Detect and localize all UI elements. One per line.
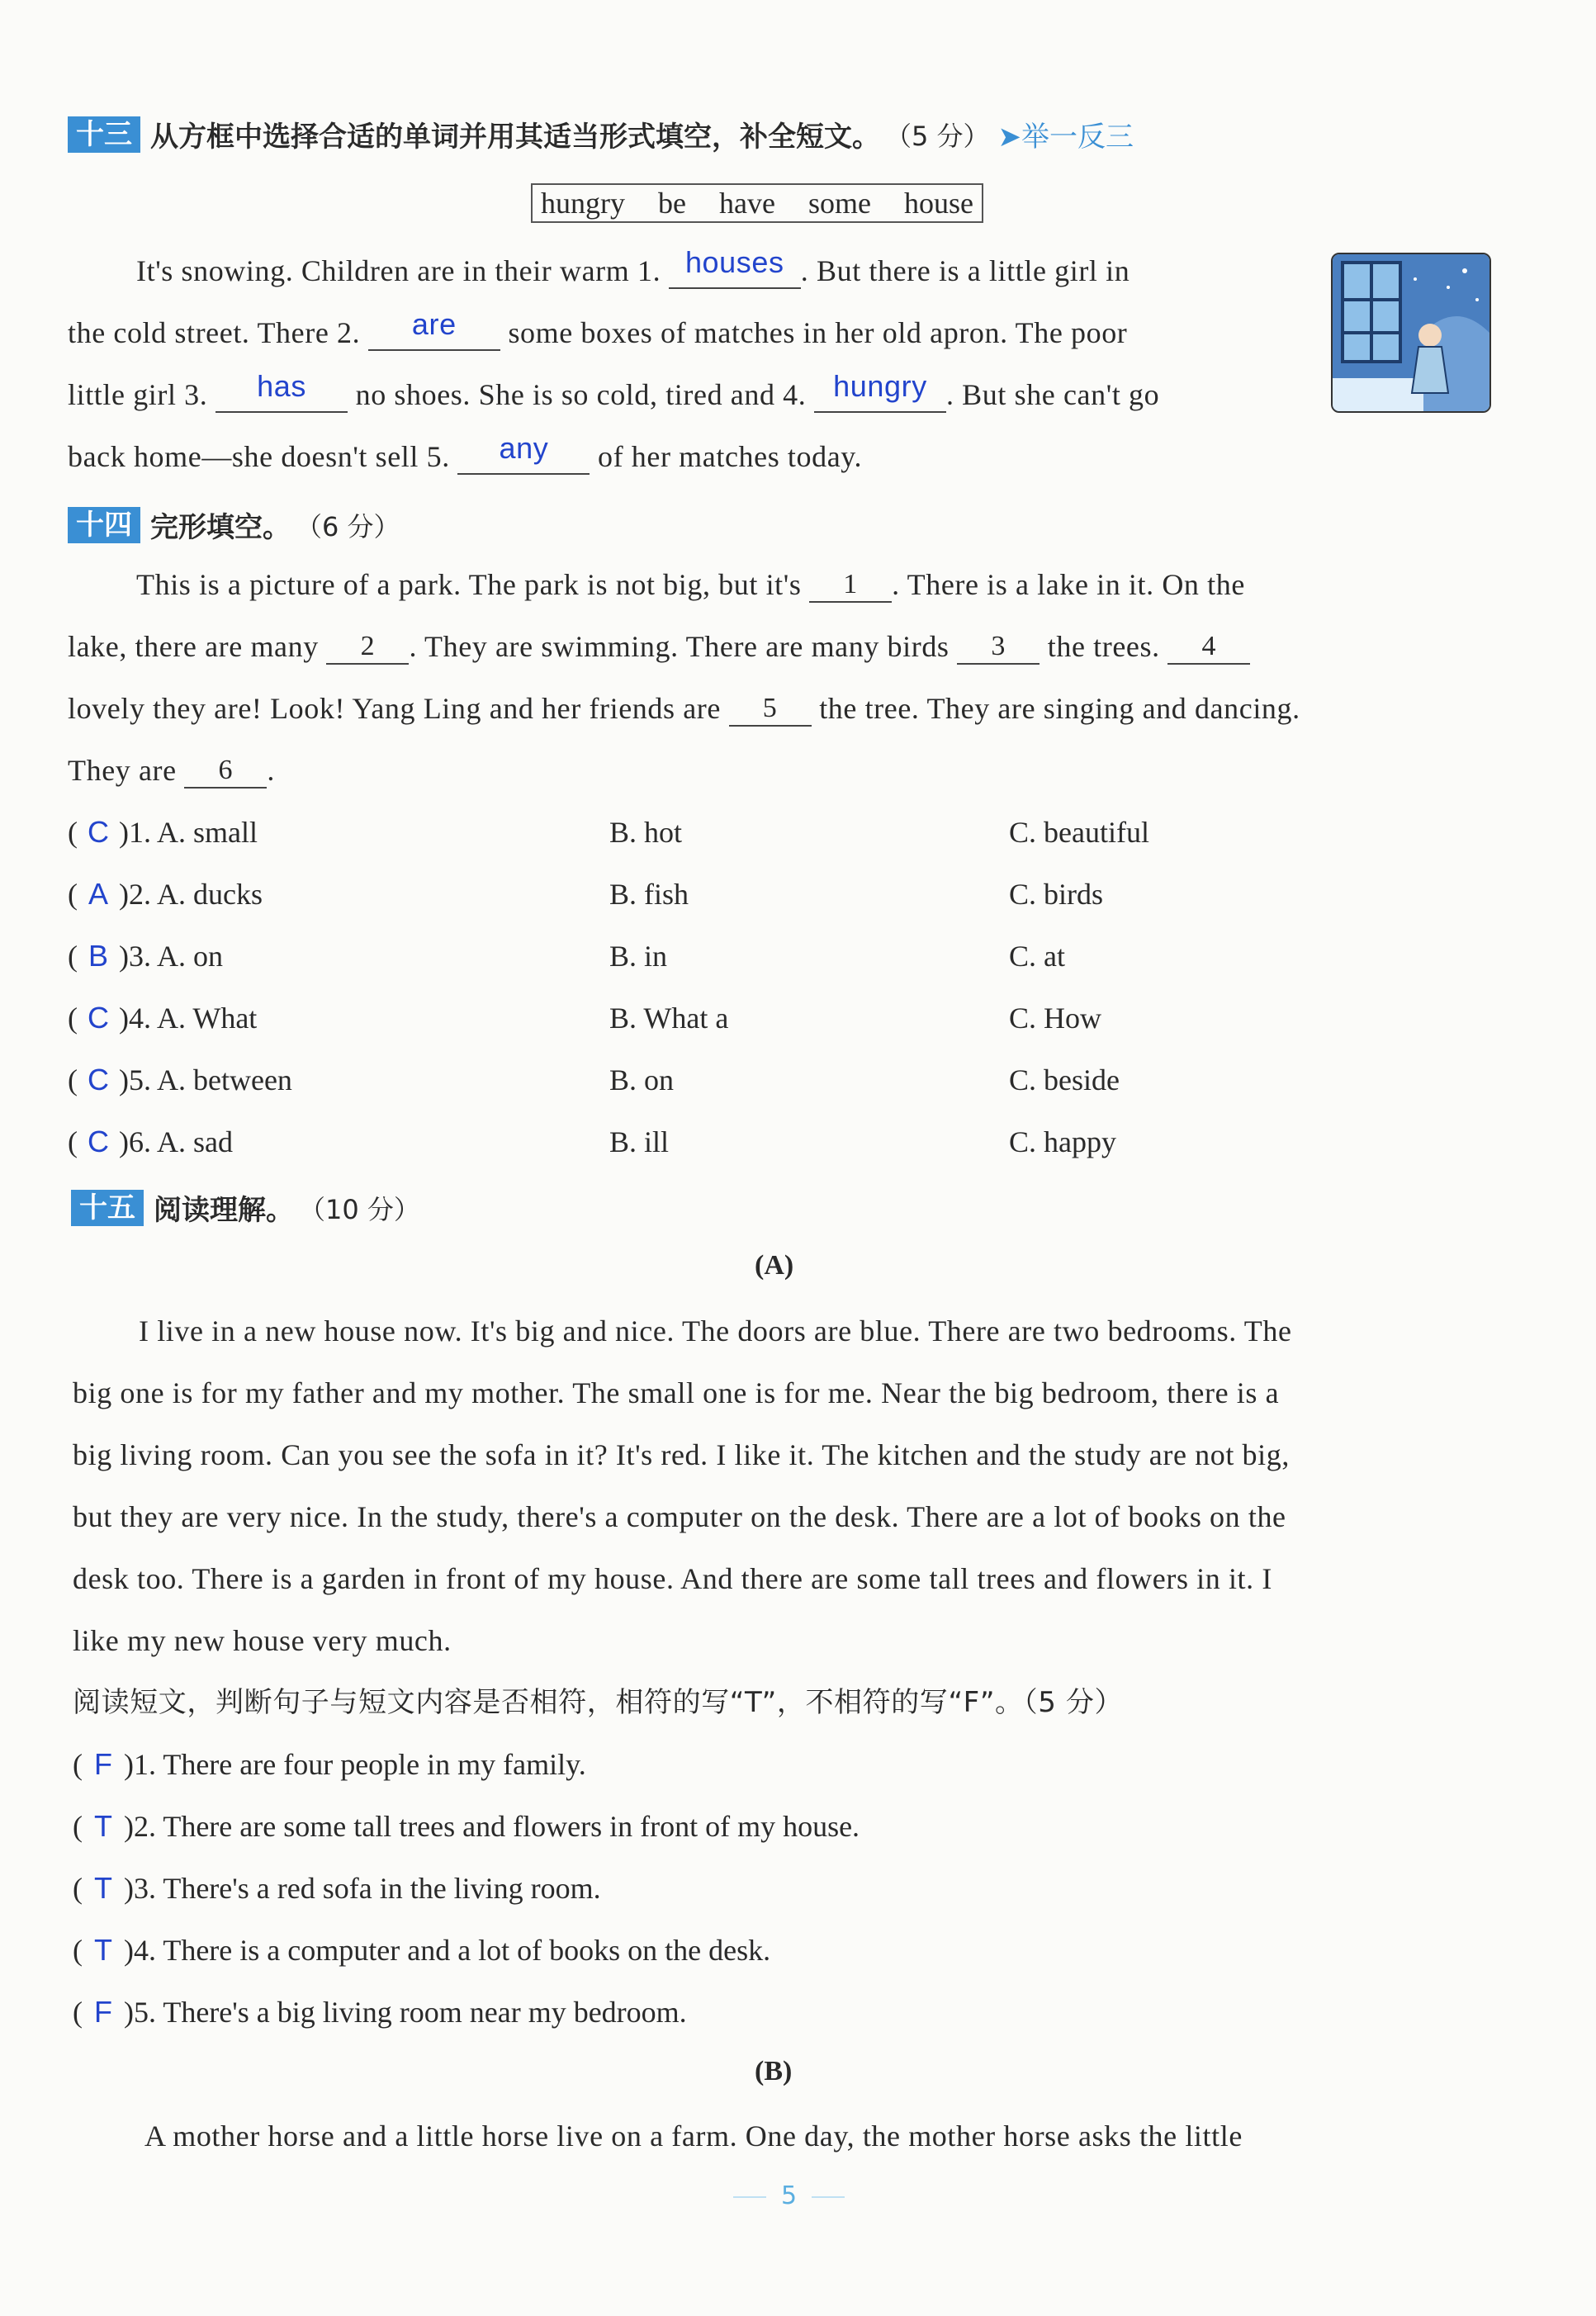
tf-answer[interactable]: T bbox=[94, 1933, 112, 1967]
option-a: )1. A. small bbox=[119, 816, 258, 849]
answer-blank[interactable] bbox=[669, 245, 801, 289]
option-c: C. birds bbox=[1009, 878, 1104, 911]
option-a: )2. A. ducks bbox=[119, 878, 263, 911]
option-b: B. ill bbox=[609, 1125, 670, 1158]
tf-answer[interactable]: F bbox=[94, 1747, 112, 1781]
tf-statement: )1. There are four people in my family. bbox=[124, 1748, 586, 1781]
extension-tag-label: 举一反三 bbox=[1021, 121, 1134, 154]
answer-choice[interactable]: A bbox=[88, 877, 108, 911]
tf-answer[interactable]: T bbox=[94, 1871, 112, 1905]
passage-text: . bbox=[267, 754, 275, 787]
blank-number: 3 bbox=[991, 631, 1006, 661]
option-a: )6. A. sad bbox=[119, 1125, 233, 1158]
cloze-blank[interactable] bbox=[1167, 632, 1250, 665]
answer-text: any bbox=[499, 431, 549, 465]
tf-instruction: 阅读短文，判断句子与短文内容是否相符，相符的写“T”，不相符的写“F”。（5 分） bbox=[73, 1686, 1124, 1719]
section-title: 完形填空。 bbox=[150, 511, 291, 544]
section-number: 十五 bbox=[71, 1190, 144, 1226]
answer-blank[interactable] bbox=[814, 369, 946, 413]
option-b: B. fish bbox=[609, 878, 689, 911]
answer-text: houses bbox=[684, 245, 784, 279]
cloze-blank[interactable] bbox=[326, 632, 409, 665]
divider bbox=[812, 2196, 845, 2198]
tf-answer[interactable]: T bbox=[94, 1809, 112, 1843]
passage-b-line: A mother horse and a little horse live on a farm. One day, the mother horse asks the little bbox=[144, 2119, 1243, 2153]
word-option: some bbox=[807, 187, 871, 220]
blank-number: 1 bbox=[843, 569, 858, 599]
section-title: 从方框中选择合适的单词并用其适当形式填空，补全短文。 bbox=[150, 121, 880, 154]
cloze-blank[interactable] bbox=[184, 755, 267, 789]
option-b: B. in bbox=[609, 940, 668, 973]
option-row: ( C )6. A. sad bbox=[68, 1125, 233, 1158]
tf-statement: )2. There are some tall trees and flowers in front of my house. bbox=[124, 1810, 860, 1843]
option-c: C. beside bbox=[1009, 1063, 1120, 1096]
section-number: 十四 bbox=[68, 507, 140, 543]
tf-statement: )4. There is a computer and a lot of books on the desk. bbox=[124, 1934, 771, 1967]
blank-number: 6 bbox=[218, 755, 234, 785]
tf-answer[interactable]: F bbox=[94, 1995, 112, 2029]
option-row: ( C )4. A. What bbox=[68, 1001, 258, 1035]
answer-choice[interactable]: C bbox=[88, 1125, 109, 1158]
passage-text: the cold street. There 2. bbox=[68, 316, 361, 349]
word-option: hungry bbox=[541, 187, 625, 220]
passage-line: like my new house very much. bbox=[73, 1624, 452, 1657]
section-13-header bbox=[68, 114, 1134, 154]
option-a: )4. A. What bbox=[119, 1002, 258, 1035]
tf-item: ( T )3. There's a red sofa in the living room. bbox=[73, 1871, 601, 1905]
option-c: C. at bbox=[1009, 940, 1065, 973]
option-c: C. How bbox=[1009, 1002, 1102, 1035]
word-option: house bbox=[903, 187, 973, 220]
passage-text: lake, there are many bbox=[68, 630, 319, 663]
option-a: )5. A. between bbox=[119, 1063, 292, 1096]
blank-number: 4 bbox=[1201, 631, 1217, 661]
passage-line: but they are very nice. In the study, there's a computer on the desk. There are a lot of books on the bbox=[73, 1500, 1286, 1533]
option-b: B. hot bbox=[609, 816, 683, 849]
answer-blank[interactable] bbox=[457, 431, 590, 475]
page-number bbox=[718, 2181, 860, 2210]
passage-text: of her matches today. bbox=[598, 440, 863, 473]
cloze-line bbox=[136, 566, 1245, 603]
passage-text: little girl 3. bbox=[68, 378, 208, 411]
option-row: ( B )3. A. on bbox=[68, 939, 223, 973]
part-b-heading: (B) bbox=[755, 2056, 793, 2086]
answer-text: are bbox=[411, 307, 457, 341]
passage-line: big one is for my father and my mother. The small one is for me. Near the big bedroom, there is a bbox=[73, 1376, 1280, 1409]
answer-text: hungry bbox=[833, 369, 927, 403]
cloze-blank[interactable] bbox=[957, 632, 1040, 665]
illustration-svg bbox=[1333, 254, 1489, 411]
tf-item: ( T )4. There is a computer and a lot of books on the desk. bbox=[73, 1933, 771, 1967]
cloze-line bbox=[68, 628, 1250, 665]
answer-text: has bbox=[257, 369, 306, 403]
snow-girl-illustration bbox=[1331, 253, 1491, 413]
section-14-header bbox=[68, 504, 400, 545]
passage-line bbox=[136, 245, 1130, 289]
option-row: ( C )1. A. small bbox=[68, 815, 258, 849]
passage-text: back home—she doesn't sell 5. bbox=[68, 440, 450, 473]
divider bbox=[733, 2196, 766, 2198]
answer-choice[interactable]: C bbox=[88, 1063, 109, 1096]
blank-number: 5 bbox=[762, 693, 778, 723]
passage-text: . But she can't go bbox=[945, 378, 1160, 411]
option-row: ( C )5. A. between bbox=[68, 1063, 292, 1096]
cloze-blank[interactable] bbox=[729, 694, 812, 727]
passage-line bbox=[68, 307, 1128, 351]
section-number: 十三 bbox=[68, 116, 140, 153]
answer-blank[interactable] bbox=[215, 369, 348, 413]
passage-text: It's snowing. Children are in their warm 1. bbox=[136, 254, 661, 287]
option-c: C. beautiful bbox=[1009, 816, 1149, 849]
word-option: have bbox=[718, 187, 775, 220]
word-box bbox=[531, 183, 983, 223]
tf-item: ( T )2. There are some tall trees and flowers in front of my house. bbox=[73, 1809, 860, 1843]
part-a-heading: (A) bbox=[755, 1250, 794, 1281]
page-number-text: 5 bbox=[781, 2181, 798, 2210]
tf-statement: )3. There's a red sofa in the living room. bbox=[124, 1872, 601, 1905]
passage-line: big living room. Can you see the sofa in it? It's red. I like it. The kitchen and the study are not big, bbox=[73, 1438, 1290, 1471]
answer-choice[interactable]: C bbox=[88, 815, 109, 849]
passage-text: . But there is a little girl in bbox=[800, 254, 1130, 287]
passage-text: They are bbox=[68, 754, 177, 787]
passage-line: I live in a new house now. It's big and nice. The doors are blue. There are two bedrooms. The bbox=[139, 1314, 1292, 1347]
passage-text: some boxes of matches in her old apron. The poor bbox=[508, 316, 1128, 349]
passage-text: lovely they are! Look! Yang Ling and her friends are bbox=[68, 692, 721, 725]
passage-line bbox=[68, 369, 1160, 413]
option-row: ( A )2. A. ducks bbox=[68, 877, 263, 911]
word-option: be bbox=[658, 187, 686, 220]
passage-line bbox=[68, 431, 863, 475]
option-c: C. happy bbox=[1009, 1125, 1116, 1158]
tf-item: ( F )1. There are four people in my family. bbox=[73, 1747, 586, 1781]
tf-statement: )5. There's a big living room near my bedroom. bbox=[124, 1996, 687, 2029]
option-b: B. on bbox=[609, 1063, 675, 1096]
passage-text: . There is a lake in it. On the bbox=[892, 568, 1245, 601]
section-15-header bbox=[71, 1187, 420, 1228]
passage-text: . They are swimming. There are many birds bbox=[409, 630, 950, 663]
passage-line: desk too. There is a garden in front of my house. And there are some tall trees and flowers in it. I bbox=[73, 1562, 1272, 1595]
answer-choice[interactable]: B bbox=[88, 939, 108, 973]
extension-tag bbox=[998, 114, 1134, 154]
passage-text: This is a picture of a park. The park is not big, but it's bbox=[136, 568, 802, 601]
answer-choice[interactable]: C bbox=[88, 1001, 109, 1035]
cloze-blank[interactable] bbox=[809, 570, 892, 603]
option-b: B. What a bbox=[609, 1002, 729, 1035]
tf-item: ( F )5. There's a big living room near my bedroom. bbox=[73, 1995, 687, 2029]
cloze-line bbox=[68, 752, 275, 789]
section-points: （5 分） bbox=[885, 120, 990, 152]
blank-number: 2 bbox=[360, 631, 376, 661]
passage-text: no shoes. She is so cold, tired and 4. bbox=[355, 378, 807, 411]
arrow-icon: ➤ bbox=[997, 121, 1022, 154]
section-title: 阅读理解。 bbox=[154, 1194, 294, 1227]
cloze-line bbox=[68, 690, 1300, 727]
passage-text: the trees. bbox=[1047, 630, 1160, 663]
section-points: （10 分） bbox=[299, 1193, 420, 1225]
option-a: )3. A. on bbox=[119, 940, 223, 973]
answer-blank[interactable] bbox=[368, 307, 500, 351]
section-points: （6 分） bbox=[296, 510, 400, 542]
passage-text: the tree. They are singing and dancing. bbox=[819, 692, 1300, 725]
